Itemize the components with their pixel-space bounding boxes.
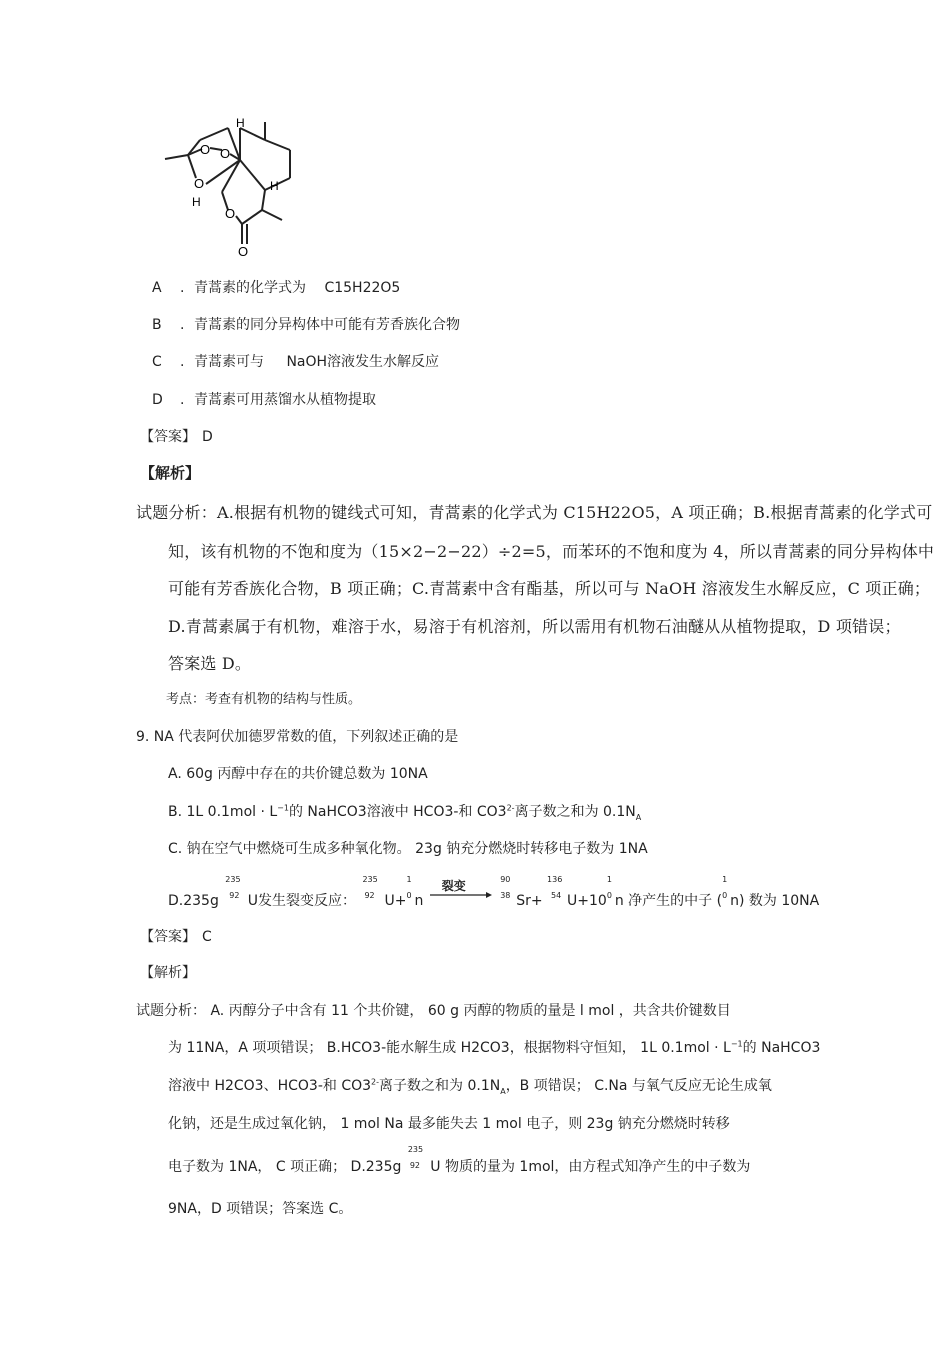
q8-analysis-label: 【解析】: [140, 464, 201, 482]
q9-option-d: D.235g 235 92 U发生裂变反应： 235 92 U+ 1 0 n 裂变 90 38 Sr+ 136 54 U+10 1 0 n 净产生的中子 ( 1 0 n) 数为 10NA: [168, 875, 820, 909]
nuclide-u235-eq: 235 92: [362, 875, 378, 900]
q8-analysis-line-4: D.青蒿素属于有机物，难溶于水，易溶于有机溶剂，所以需用有机物石油醚从从植物提取，D 项错误；: [168, 617, 901, 636]
q9-stem: 9. NA 代表阿伏加德罗常数的值，下列叙述正确的是: [136, 729, 459, 745]
q9-analysis-line-6: 9NA，D 项错误；答案选 C。: [168, 1201, 353, 1217]
q9-answer: 【答案】 C: [140, 929, 212, 945]
nuclide-xe136: 136 54: [547, 875, 563, 900]
mol-label-o3: O: [194, 176, 205, 191]
option-letter: A: [152, 280, 162, 296]
q8-analysis-line-1: 试题分析：A.根据有机物的键线式可知，青蒿素的化学式为 C15H22O5，A 项正确；B.根据青蒿素的化学式可: [136, 503, 933, 522]
q8-kaodian: 考点：考查有机物的结构与性质。: [166, 692, 362, 707]
q8-analysis-line-2: 知，该有机物的不饱和度为（15×2−2−22）÷2=5，而苯环的不饱和度为 4，所以青蒿素的同分异构体中: [168, 542, 935, 561]
mol-label-o1: O: [200, 142, 211, 157]
nuclide-u235: 235 92: [225, 875, 241, 900]
q9-analysis-line-1: 试题分析： A. 丙醇分子中含有 11 个共价键， 60 g 丙醇的物质的量是 l mol ，共含共价键数目: [136, 1003, 731, 1019]
q8-analysis-line-3: 可能有芳香族化合物，B 项正确；C.青蒿素中含有酯基，所以可与 NaOH 溶液发生水解反应，C 项正确；: [168, 579, 931, 598]
q9-option-c: C. 钠在空气中燃烧可生成多种氧化物。 23g 钠充分燃烧时转移电子数为 1NA: [168, 841, 648, 857]
formula: C15H22O5: [324, 280, 401, 296]
q8-option-b: B . 青蒿素的同分异构体中可能有芳香族化合物: [152, 317, 460, 333]
q9-analysis-line-3: 溶液中 H2CO3、HCO3-和 $CO3^{2-}$离子数之和为 $0.1N_A$，B 项错误； C.Na 与氧气反应无论生成氧: [168, 1077, 772, 1096]
q9-analysis-line-5: 电子数为 1NA， C 项正确； D.235g 235 92 U 物质的量为 1mol，由方程式知净产生的中子数为: [168, 1145, 751, 1175]
q8-option-a: A . 青蒿素的化学式为 C15H22O5: [152, 280, 401, 296]
fission-arrow: 裂变: [428, 889, 492, 905]
mol-label-h1: H: [236, 116, 245, 130]
mol-label-h3: H: [192, 195, 201, 209]
q9-analysis-line-4: 化钠，还是生成过氧化钠， 1 mol Na 最多能失去 1 mol 电子，则 23g 钠充分燃烧时转移: [168, 1116, 730, 1132]
mol-label-h2: H: [270, 179, 279, 193]
q9-option-b: B. 1L $0.1mol \cdot L^{-1}$的 NaHCO3溶液中 HCO3-和 $CO3^{2-}$离子数之和为 $0.1N_A$: [168, 803, 642, 822]
q8-answer: 【答案】 D: [140, 429, 213, 445]
q8-analysis-line-5: 答案选 D。: [168, 654, 252, 673]
nuclide-u235-analysis: 235 92: [407, 1145, 424, 1170]
neutron-symbol: 1 0: [722, 875, 728, 900]
q9-analysis-label: 【解析】: [140, 965, 196, 981]
mol-label-o5: O: [238, 244, 249, 259]
q8-option-d: D . 青蒿素可用蒸馏水从植物提取: [152, 392, 376, 408]
q8-option-c: C . 青蒿素可与 NaOH溶液发生水解反应: [152, 354, 440, 370]
mol-label-o4: O: [225, 206, 236, 221]
neutron-product: 1 0: [606, 875, 612, 900]
neutron: 1 0: [406, 875, 412, 900]
q9-analysis-line-2: 为 11NA，A 项项错误； B.HCO3-能水解生成 H2CO3，根据物料守恒知， 1L $0.1mol \cdot L^{-1}$的 NaHCO3: [168, 1039, 821, 1056]
mol-label-o2: O: [220, 146, 231, 161]
nuclide-sr90: 90 38: [500, 875, 511, 900]
q9-option-a: A. 60g 丙醇中存在的共价键总数为 10NA: [168, 766, 428, 782]
artemisinin-structure: [150, 112, 320, 262]
